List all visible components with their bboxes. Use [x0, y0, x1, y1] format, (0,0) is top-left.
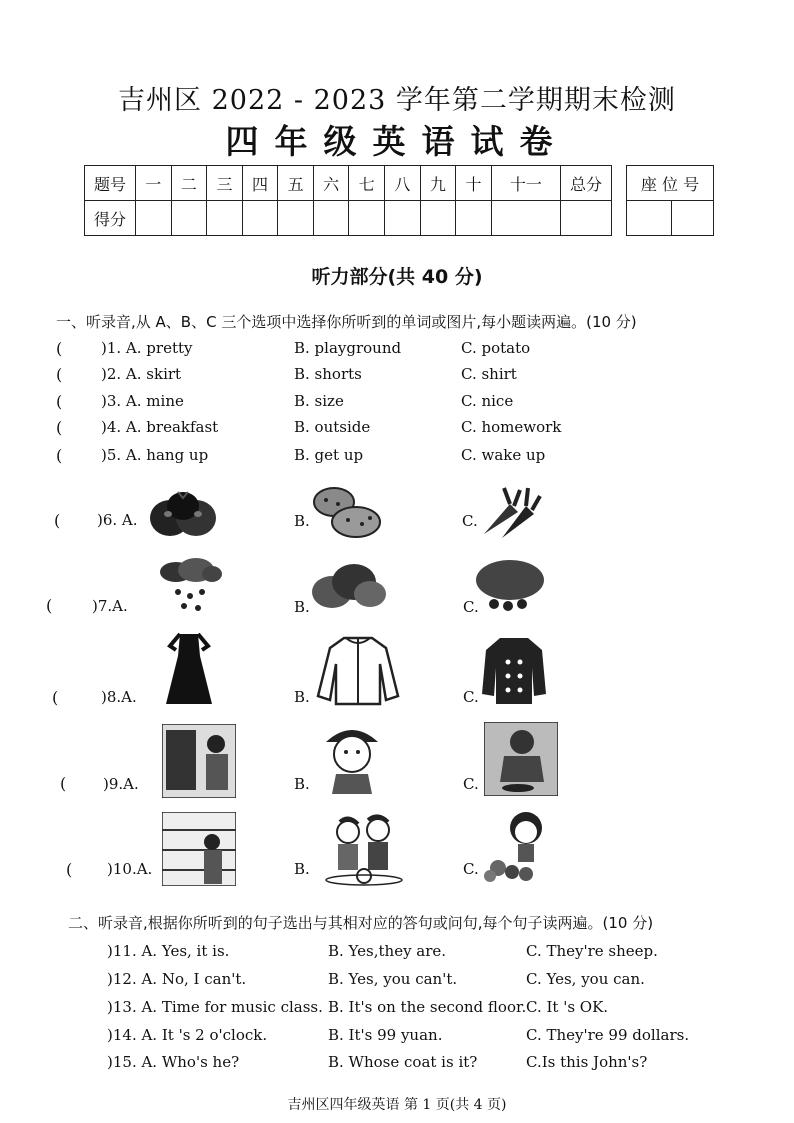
jacket-image	[316, 634, 400, 706]
score-blank[interactable]	[349, 201, 385, 236]
rainy-cloud-image	[156, 556, 222, 614]
score-table-score-row	[85, 201, 612, 236]
score-blank[interactable]	[420, 201, 456, 236]
answer-paren: (	[56, 339, 63, 358]
tomatoes-image	[148, 484, 218, 542]
score-blank[interactable]	[207, 201, 243, 236]
q14-option-c: C. They're 99 dollars.	[526, 1026, 690, 1044]
q11-option-b: B. Yes,they are.	[328, 942, 447, 960]
potatoes-image	[312, 484, 382, 540]
answer-paren: (	[52, 688, 59, 707]
q1-option-a: )1. A. pretty	[101, 339, 193, 357]
answer-paren: (	[56, 392, 63, 411]
q2-option-b: B. shorts	[294, 365, 362, 383]
score-cell: 五	[278, 166, 314, 201]
q11-option-a: )11. A. Yes, it is.	[107, 942, 230, 960]
q8-label-a: )8.A.	[101, 688, 137, 706]
score-cell: 十一	[491, 166, 560, 201]
girl-in-garden-image	[478, 806, 558, 884]
score-blank[interactable]	[456, 201, 492, 236]
q4-option-c: C. homework	[461, 418, 562, 436]
exam-title: 吉州区 2022 - 2023 学年第二学期期末检测	[118, 85, 676, 116]
seat-blank[interactable]	[672, 201, 714, 236]
q8-label-c: C.	[463, 688, 479, 706]
q4-option-a: )4. A. breakfast	[101, 418, 219, 436]
section1-heading: 一、听录音,从 A、B、C 三个选项中选择你所听到的单词或图片,每小题读两遍。(10 分)	[56, 313, 637, 331]
score-cell: 四	[242, 166, 278, 201]
q13-option-b: B. It's on the second floor.	[328, 998, 527, 1016]
seat-label: 座 位 号	[627, 166, 714, 201]
q13-option-a: )13. A. Time for music class.	[107, 998, 323, 1016]
q6-label-b: B.	[294, 512, 310, 530]
q5-option-b: B. get up	[294, 446, 364, 464]
q13-option-c: C. It 's OK.	[526, 998, 609, 1016]
score-blank[interactable]	[491, 201, 560, 236]
cloudy-image	[310, 560, 386, 610]
q7-label-b: B.	[294, 598, 310, 616]
q5-option-a: )5. A. hang up	[101, 446, 209, 464]
score-cell: 七	[349, 166, 385, 201]
library-reading-image	[162, 812, 236, 886]
score-cell: 十	[456, 166, 492, 201]
carrots-image	[474, 482, 542, 542]
q3-option-b: B. size	[294, 392, 344, 410]
score-cell: 三	[207, 166, 243, 201]
answer-paren: (	[46, 596, 53, 615]
q5-option-c: C. wake up	[461, 446, 546, 464]
seat-table	[626, 165, 714, 236]
q2-option-a: )2. A. skirt	[101, 365, 182, 383]
q8-label-b: B.	[294, 688, 310, 706]
q4-option-b: B. outside	[294, 418, 371, 436]
score-cell: 一	[136, 166, 172, 201]
q9-label-c: C.	[463, 775, 479, 793]
score-blank[interactable]	[171, 201, 207, 236]
exam-subtitle: 四年级英语试卷	[225, 122, 569, 161]
answer-paren: (	[56, 418, 63, 437]
score-cell: 得分	[85, 201, 136, 236]
answer-paren: (	[54, 511, 61, 530]
q10-label-c: C.	[463, 860, 479, 878]
dress-image	[164, 632, 214, 708]
section2-heading: 二、听录音,根据你所听到的句子选出与其相对应的答句或问句,每个句子读两遍。(10 分)	[68, 914, 654, 932]
q9-label-b: B.	[294, 775, 310, 793]
score-table	[84, 165, 612, 236]
q1-option-c: C. potato	[461, 339, 531, 357]
score-blank[interactable]	[561, 201, 612, 236]
q11-option-c: C. They're sheep.	[526, 942, 658, 960]
boy-with-cap-image	[316, 722, 386, 796]
q6-label-a: )6. A.	[97, 511, 138, 529]
coat-image	[480, 634, 548, 708]
score-cell: 总分	[561, 166, 612, 201]
listening-section-title: 听力部分(共 40 分)	[311, 266, 483, 288]
q10-label-a: )10.A.	[107, 860, 153, 878]
q9-label-a: )9.A.	[103, 775, 139, 793]
answer-paren: (	[66, 860, 73, 879]
q15-option-a: )15. A. Who's he?	[107, 1053, 240, 1071]
page-footer: 吉州区四年级英语 第 1 页(共 4 页)	[287, 1097, 507, 1113]
seat-blank[interactable]	[627, 201, 672, 236]
score-cell: 六	[313, 166, 349, 201]
score-cell: 九	[420, 166, 456, 201]
q7-label-c: C.	[463, 598, 479, 616]
score-cell: 题号	[85, 166, 136, 201]
q12-option-c: C. Yes, you can.	[526, 970, 645, 988]
score-cell: 二	[171, 166, 207, 201]
q6-label-c: C.	[462, 512, 478, 530]
score-cell: 八	[385, 166, 421, 201]
score-blank[interactable]	[242, 201, 278, 236]
q3-option-a: )3. A. mine	[101, 392, 184, 410]
put-on-shoes-image	[484, 722, 558, 796]
answer-paren: (	[56, 446, 63, 465]
q12-option-b: B. Yes, you can't.	[328, 970, 458, 988]
score-blank[interactable]	[385, 201, 421, 236]
score-blank[interactable]	[136, 201, 172, 236]
q2-option-c: C. shirt	[461, 365, 517, 383]
q10-label-b: B.	[294, 860, 310, 878]
q12-option-a: )12. A. No, I can't.	[107, 970, 247, 988]
q3-option-c: C. nice	[461, 392, 514, 410]
answer-paren: (	[56, 365, 63, 384]
hang-up-clothes-image	[162, 724, 236, 798]
q1-option-b: B. playground	[294, 339, 402, 357]
boys-playing-football-image	[322, 812, 406, 886]
score-blank[interactable]	[278, 201, 314, 236]
q15-option-b: B. Whose coat is it?	[328, 1053, 478, 1071]
score-blank[interactable]	[313, 201, 349, 236]
snowy-cloud-image	[472, 556, 548, 614]
q14-option-b: B. It's 99 yuan.	[328, 1026, 443, 1044]
score-table-header-row	[85, 166, 612, 201]
answer-paren: (	[60, 774, 67, 793]
q14-option-a: )14. A. It 's 2 o'clock.	[107, 1026, 268, 1044]
q7-label-a: )7.A.	[92, 597, 128, 615]
q15-option-c: C.Is this John's?	[526, 1053, 648, 1071]
